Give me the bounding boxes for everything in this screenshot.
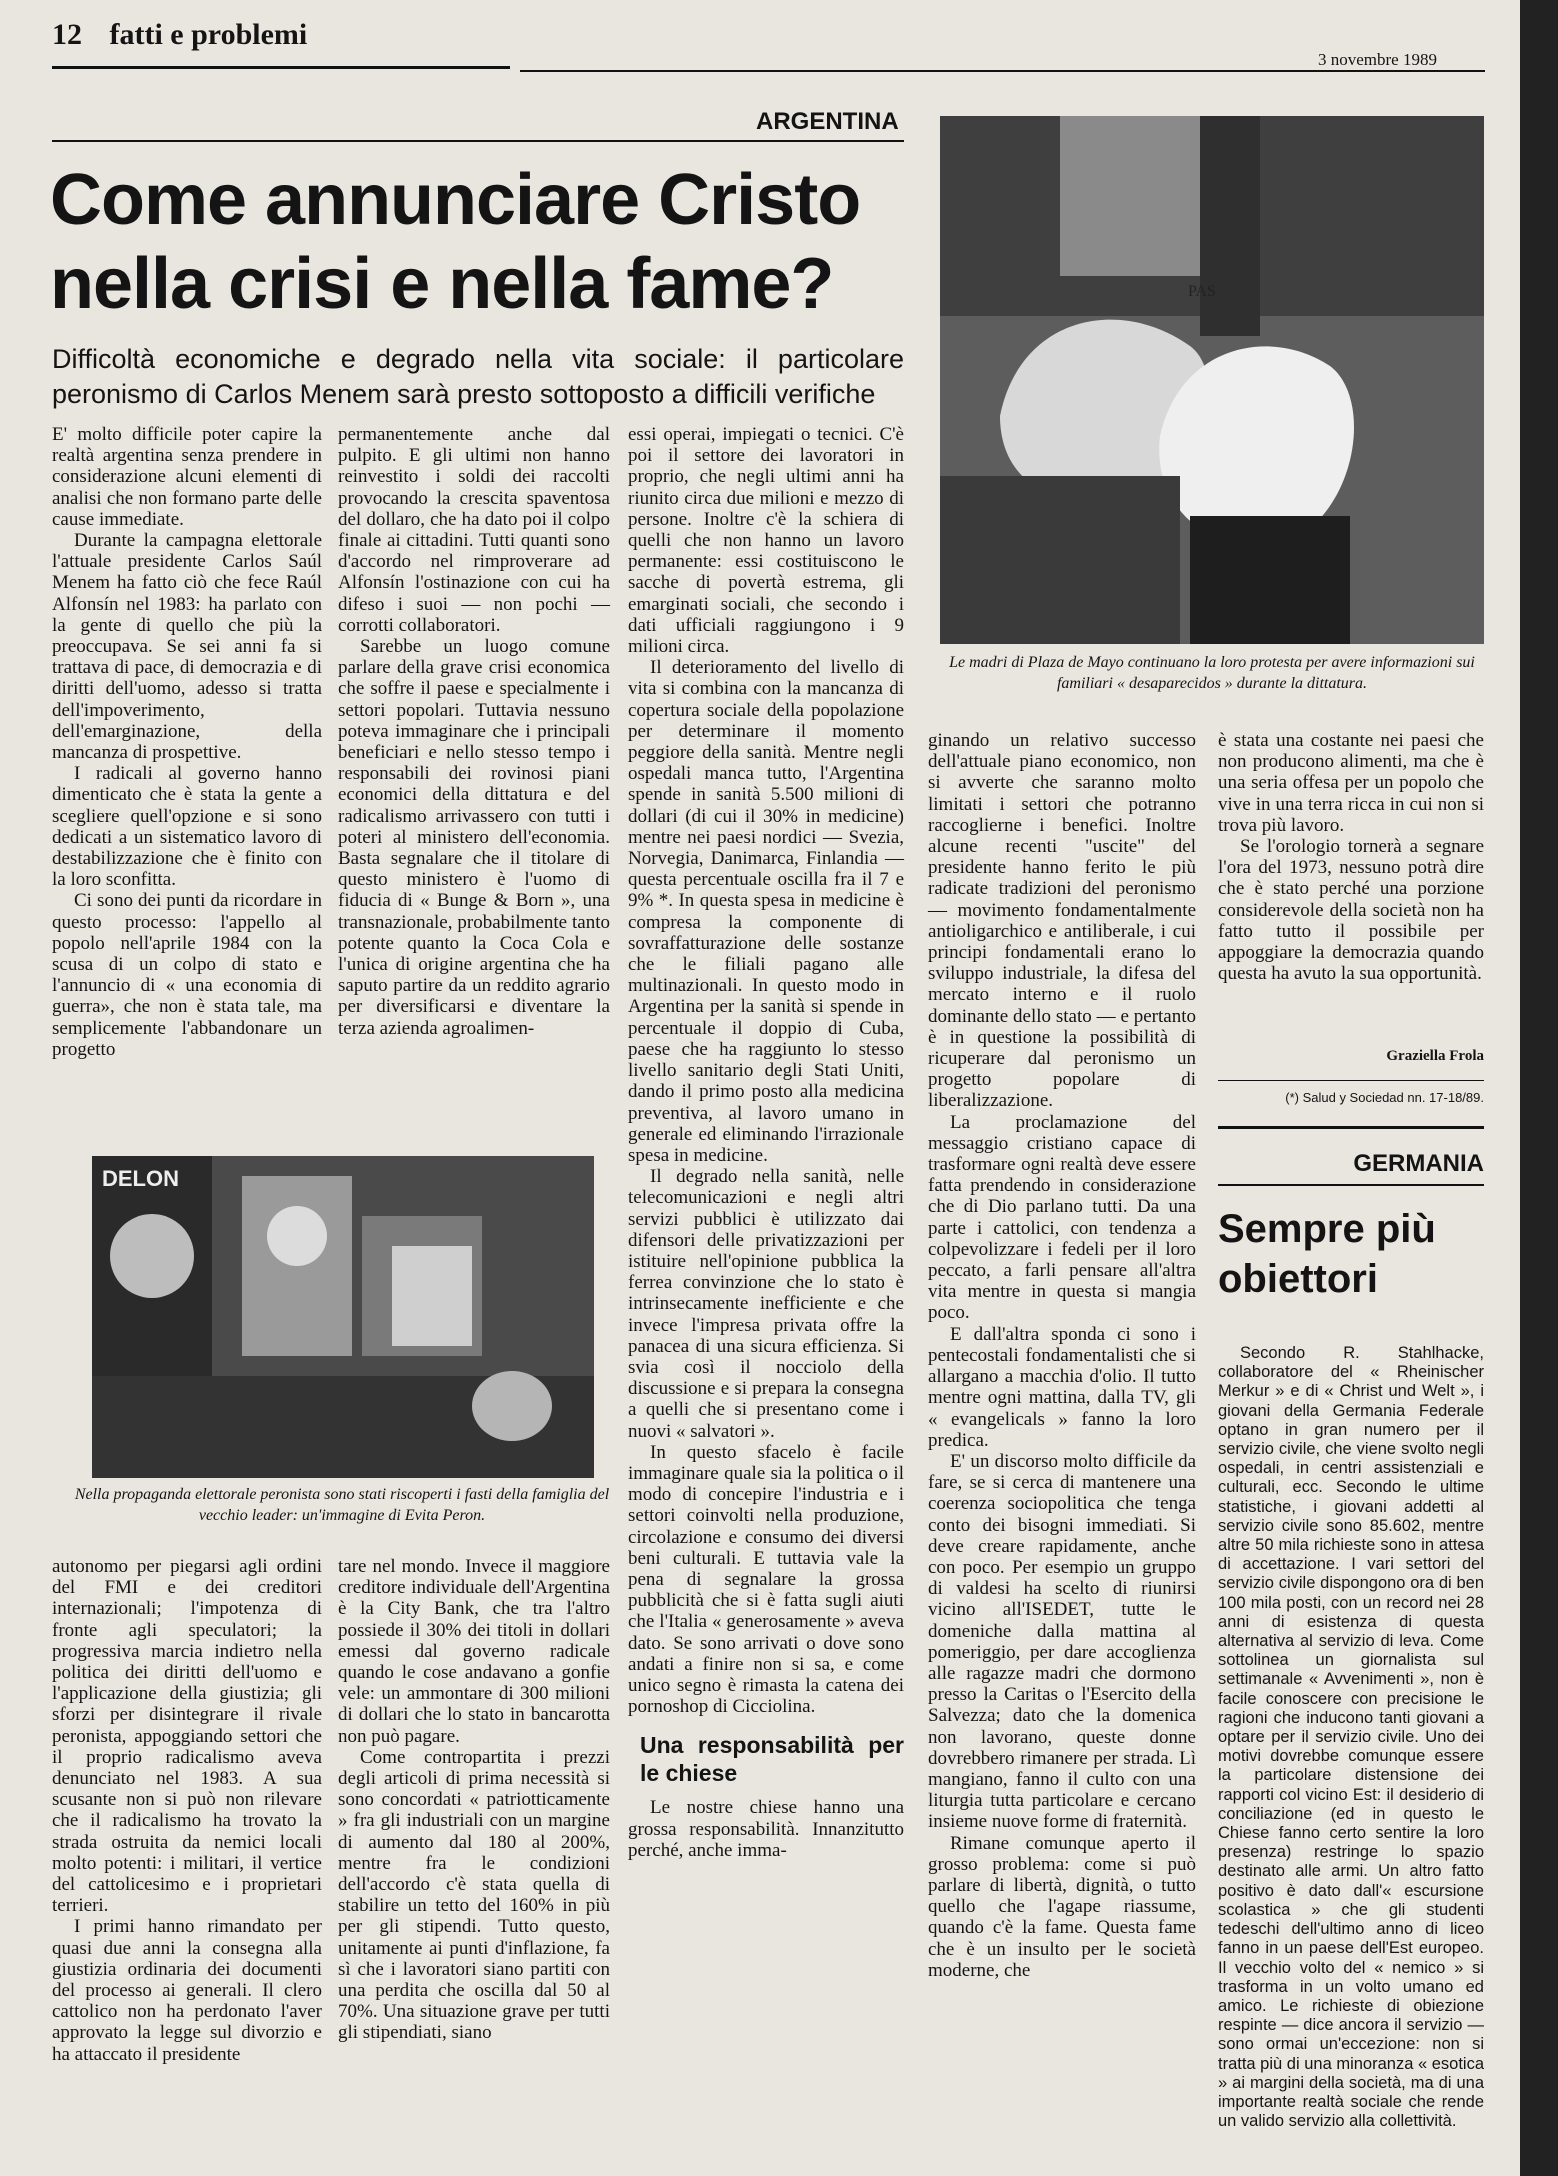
column-2-bottom <box>338 1556 610 2116</box>
paragraph: Le nostre chiese hanno una grossa responsabilità. Innanzitutto perché, anche imma- <box>628 1797 904 1861</box>
column-1-top <box>52 424 322 1124</box>
title-line-2: nella crisi e nella fame? <box>50 244 834 324</box>
subheading-chiese: Una responsabilità per le chiese <box>640 1732 904 1787</box>
paragraph: I primi hanno rimandato per quasi due anni la consegna alla giustizia ordinaria dei documenti del processo ai generali. Il clero cattolico non ha perdonato l'aver approvato la legge sul divorzio e ha attaccato il presidente <box>52 1916 322 2065</box>
photo-plaza-de-mayo <box>940 116 1484 644</box>
issue-date: 3 novembre 1989 <box>1318 50 1437 69</box>
section-rule <box>52 140 904 142</box>
paragraph: essi operai, impiegati o tecnici. C'è poi il settore dei lavoratori in proprio, che negli ultimi anni ha riunito circa due milioni e mezzo di persone. Inoltre c'è la schiera di quelli che non hanno un lavoro permanente: essi costituiscono le sacche di povertà estrema, gli emarginati sociali, che secondo i dati ufficiali raggiungono i 9 milioni circa. <box>628 424 904 658</box>
header-rule <box>52 66 510 69</box>
photo1-caption: Le madri di Plaza de Mayo continuano la loro protesta per avere informazioni sui familiari « desaparecidos » durante la dittatura. <box>949 654 1475 692</box>
section-rule-germania-bottom <box>1218 1184 1484 1186</box>
column-3 <box>628 424 904 1994</box>
author-signature: Graziella Frola <box>1386 1048 1484 1064</box>
paragraph: E' molto difficile poter capire la realtà argentina senza prendere in considerazione alcuni elementi di analisi che non formano parte delle cause immediate. <box>52 424 322 530</box>
photo2-caption: Nella propaganda elettorale peronista sono stati riscoperti i fasti della famiglia del vecchio leader: un'immagine di Evita Peron. <box>74 1486 610 1524</box>
paragraph: Rimane comunque aperto il grosso problema: come si può parlare di libertà, dignità, o tutto quello che l'agape riassume, quando c'è la fame. Questa fame che è un insulto per le società moderne, che <box>928 1832 1196 1981</box>
paragraph: autonomo per piegarsi agli ordini del FMI e dei creditori internazionali; l'impotenza di fronte agli speculatori; la progressiva marcia indietro nella politica dei diritti dell'uomo e l'applicazione della giustizia; gli sforzi per disintegrare il rivale peronista, appoggiando settori che il proprio radicalismo aveva denunciato nel 1983. A sua scusante non si può non rilevare che il radicalismo ha trovato la strada ostruita da nemici locali molto potenti: i militari, il vertice del cattolicesimo e i proprietari terrieri. <box>52 1556 322 1917</box>
paragraph: Durante la campagna elettorale l'attuale presidente Carlos Saúl Menem ha fatto ciò che fece Raúl Alfonsín nel 1983: ha parlato con la gente di quello che più la preoccupava. Se sei anni fa si trattava di pace, di democrazia e di diritti dell'uomo, adesso si tratta dell'impoverimento, dell'emarginazione, della mancanza di prospettive. <box>52 530 322 764</box>
paragraph: Il degrado nella sanità, nelle telecomunicazioni e negli altri servizi pubblici è utilizzato dai difensori delle privatizzazioni per istituire nell'opinione pubblica la ferrea convinzione che lo stato è intrinsecamente inefficiente e che invece l'impresa privata offre la panacea di una sicura efficienza. Si svia così il nocciolo della discussione e si prepara la consegna a quelli che si presentano come i nuovi « salvatori ». <box>628 1166 904 1442</box>
paragraph: Ci sono dei punti da ricordare in questo processo: l'appello al popolo nell'aprile 1984 con la scusa di un colpo di stato e l'annuncio di « una economia di guerra», che non è stata tale, ma semplicemente l'abbandonare un progetto <box>52 890 322 1060</box>
column-4 <box>928 730 1196 2120</box>
paragraph: In questo sfacelo è facile immaginare quale sia la politica o il modo di concepire l'industria e i settori coinvolti nella produzione, circolazione e consumo dei diversi beni culturali. E tuttavia vale la pena di segnalare la grossa pubblicità che si è fatta sugli aiuti che l'Italia « generosamente » aveva dato. Se sono arrivati o dove sono andati a finire non si sa, e come unico segno è rimasta la catena dei pornoshop di Cicciolina. <box>628 1441 904 1718</box>
article-title <box>50 158 920 326</box>
paragraph: Se l'orologio tornerà a segnare l'ora del 1973, nessuno potrà dire che è stato perché una porzione considerevole della società non ha fatto tutto il possibile per appoggiare la democrazia quando questa ha avuto la sua opportunità. <box>1218 836 1484 985</box>
paragraph: ginando un relativo successo dell'attuale piano economico, non si avverte che saranno molto limitati i settori che potranno raccoglierne i benefici. Inoltre alcune recenti "uscite" del presidente hanno ferito le più radicate tradizioni del peronismo — movimento fondamentalmente antioligarchico e antiliberale, i cui principi fondamentali erano lo sviluppo industriale, la difesa del mercato interno e il ruolo dominante dello stato — e pertanto è in questione la possibilità di ricuperare dal peronismo un progetto popolare di liberalizzazione. <box>928 730 1196 1112</box>
paragraph: E' un discorso molto difficile da fare, se si cerca di mantenere una coerenza sociopolitica che tenga conto dei bisogni immediati. Si deve creare rapidamente, anche con poco. Per esempio un gruppo di valdesi ha scelto di riunirsi vicino all'ISEDET, tutte le domeniche dalla mattina al pomeriggio, per dare accoglienza alle ragazze madri che dormono presso la Caritas o l'Esercito della Salvezza; dato che la domenica non lavorano, queste donne dovrebbero rimanere per strada. Lì mangiano, fanno il culto con una liturgia tutta particolare e cercano insieme nuove forme di fraternità. <box>928 1450 1196 1833</box>
photo2-sign: DELON <box>102 1166 179 1191</box>
paragraph: Come contropartita i prezzi degli articoli di prima necessità si sono concordati « patriotticamente » fra gli industriali con un margine di aumento dal 180 al 200%, mentre fra le condizioni dell'accordo c'è stata quella di stabilire un tetto del 160% in più per gli stipendi. Tutto questo, unitamente ai punti d'inflazione, fa sì che i lavoratori siano partiti con una perdita che oscilla dal 50 al 70%. Una situazione grave per tutti gli stipendiati, siano <box>338 1746 610 2044</box>
photo-evita-peron-art <box>92 1156 594 1478</box>
article2-body <box>1218 1344 1484 2131</box>
signature-rule <box>1218 1080 1484 1081</box>
paragraph: E dall'altra sponda ci sono i pentecostali fondamentalisti che si allargano a macchia d'olio. Il tutto mentre ogni mattina, dalla TV, gli « evangelicals » fanno la loro predica. <box>928 1323 1196 1451</box>
page-number: 12 <box>52 18 82 51</box>
article-subtitle: Difficoltà economiche e degrado nella vita sociale: il particolare peronismo di Carlos Menem sarà presto sottoposto a difficili verifiche <box>52 344 904 409</box>
scan-edge <box>1520 0 1558 2176</box>
paragraph: tare nel mondo. Invece il maggiore creditore individuale dell'Argentina è la City Bank, che tra l'altro possiede il 30% dei titoli in dollari emessi dal governo radicale quando le cose andavano a gonfie vele: un ammontare di 300 milioni di dollari che lo stato in bancarotta non può pagare. <box>338 1556 610 1747</box>
article2-title: Sempre più obiettori <box>1218 1207 1436 1301</box>
header-rule-right <box>520 70 1485 72</box>
section-name: fatti e problemi <box>109 18 308 51</box>
photo-evita-peron <box>92 1156 594 1478</box>
column-5 <box>1218 730 1484 1038</box>
column-1-bottom <box>52 1556 322 2116</box>
paragraph: Il deterioramento del livello di vita si combina con la mancanza di copertura sociale della popolazione per determinare il momento peggiore della sanità. Mentre negli ospedali manca tutto, l'Argentina spende in sanità 5.500 milioni di dollari (di cui il 30% in medicine) mentre nei paesi nordici — Svezia, Norvegia, Danimarca, Finlandia — questa percentuale oscilla fra il 7 e 9% *. In questa spesa in medicine è compresa la componente di sovraffatturazione delle sostanze che le filiali pagano alle multinazionali. In questo modo in Argentina per la sanità si spende in percentuale il doppio di Cuba, paese che ha raggiunto lo stesso livello sanitario degli Stati Uniti, dando il primo posto alla medicina preventiva, al lavoro umano in generale ed eliminando l'irrazionale spesa in medicine. <box>628 657 904 1166</box>
photo-plaza-de-mayo-art <box>940 116 1484 644</box>
paragraph: La proclamazione del messaggio cristiano capace di trasformare ogni realtà deve essere fatta prendendo in considerazione che di Dio parlano tutti. Da una parte i cattolici, con tendenza a colpevolizzare i fedeli per il loro peccato, a farli pensare all'altra vita mentre in questa si mangia poco. <box>928 1111 1196 1324</box>
column-2-top <box>338 424 610 1124</box>
photo1-scrawl: PAS <box>1188 283 1216 300</box>
section-label-germania: GERMANIA <box>1353 1150 1484 1177</box>
section-rule-germania <box>1218 1126 1484 1129</box>
footnote: (*) Salud y Sociedad nn. 17-18/89. <box>1285 1090 1484 1105</box>
paragraph: è stata una costante nei paesi che non producono alimenti, ma che è una seria offesa per un popolo che vive in una terra ricca in cui non si trova più lavoro. <box>1218 730 1484 836</box>
title-line-1: Come annunciare Cristo <box>50 160 861 240</box>
page-header <box>52 18 307 52</box>
section-label-argentina: ARGENTINA <box>756 108 899 135</box>
paragraph: Secondo R. Stahlhacke, collaboratore del « Rheinischer Merkur » e di « Christ und Welt », i giovani della Germania Federale optano in gran numero per il servizio civile, che viene svolto negli ospedali, in centri assistenziali e culturali, ecc. Secondo le ultime statistiche, i giovani addetti al servizio civile sono 85.602, mentre altre 50 mila richieste sono in attesa di accettazione. I vari settori del servizio civile dispongono ora di ben 100 mila posti, con un record nei 28 anni di esistenza di questa alternativa al servizio di leva. Come sottolinea un giornalista sul settimanale « Avvenimenti », non è facile conoscere con precisione le ragioni che inducono tanti giovani a optare per il servizio civile. Uno dei motivi dovrebbe comunque essere la particolare distensione dei rapporti col vicino Est: il desiderio di conciliazione (ed in questo le Chiese fanno certo sentire la loro presenza) restringe lo spazio destinato alle armi. Un altro fatto positivo è dato dall'« escursione scolastica » che gli studenti tedeschi dell'ultimo anno di liceo fanno in un paese dell'Est europeo. Il vecchio volto del « nemico » si trasforma in un volto umano ed amico. Le richieste di obiezione respinte — dice ancora il servizio — sono ormai un'eccezione: non si tratta più di una minoranza « esotica » ai margini della società, ma di una importante realtà sociale che rende un valido servizio alla collettività. <box>1218 1344 1484 2131</box>
paragraph: permanentemente anche dal pulpito. E gli ultimi non hanno reinvestito i soldi dei raccolti provocando la crescita spaventosa del dollaro, che ha dato poi il colpo finale ai cittadini. Tutti quanti sono d'accordo nel rimproverare ad Alfonsín l'ostinazione con cui ha difeso i suoi — non pochi — corrotti collaboratori. <box>338 424 610 636</box>
paragraph: Sarebbe un luogo comune parlare della grave crisi economica che soffre il paese e specialmente i settori popolari. Tuttavia nessuno poteva immaginare che i principali beneficiari e nello stesso tempo i responsabili dei rovinosi piani economici della dittatura e del radicalismo arrivassero con tutti i poteri al ministero dell'economia. Basta segnalare che il titolare di questo ministero è l'uomo di fiducia di « Bunge & Born », una transnazionale, probabilmente tanto potente quanto la Coca Cola e l'unica di origine argentina che ha saputo partire da un reddito agrario per diversificarsi e diventare la terza azienda agroalimen- <box>338 636 610 1039</box>
paragraph: I radicali al governo hanno dimenticato che è stata la gente a scegliere quell'opzione e si sono dedicati a un sistematico lavoro di destabilizzazione che è finito con la loro sconfitta. <box>52 763 322 891</box>
